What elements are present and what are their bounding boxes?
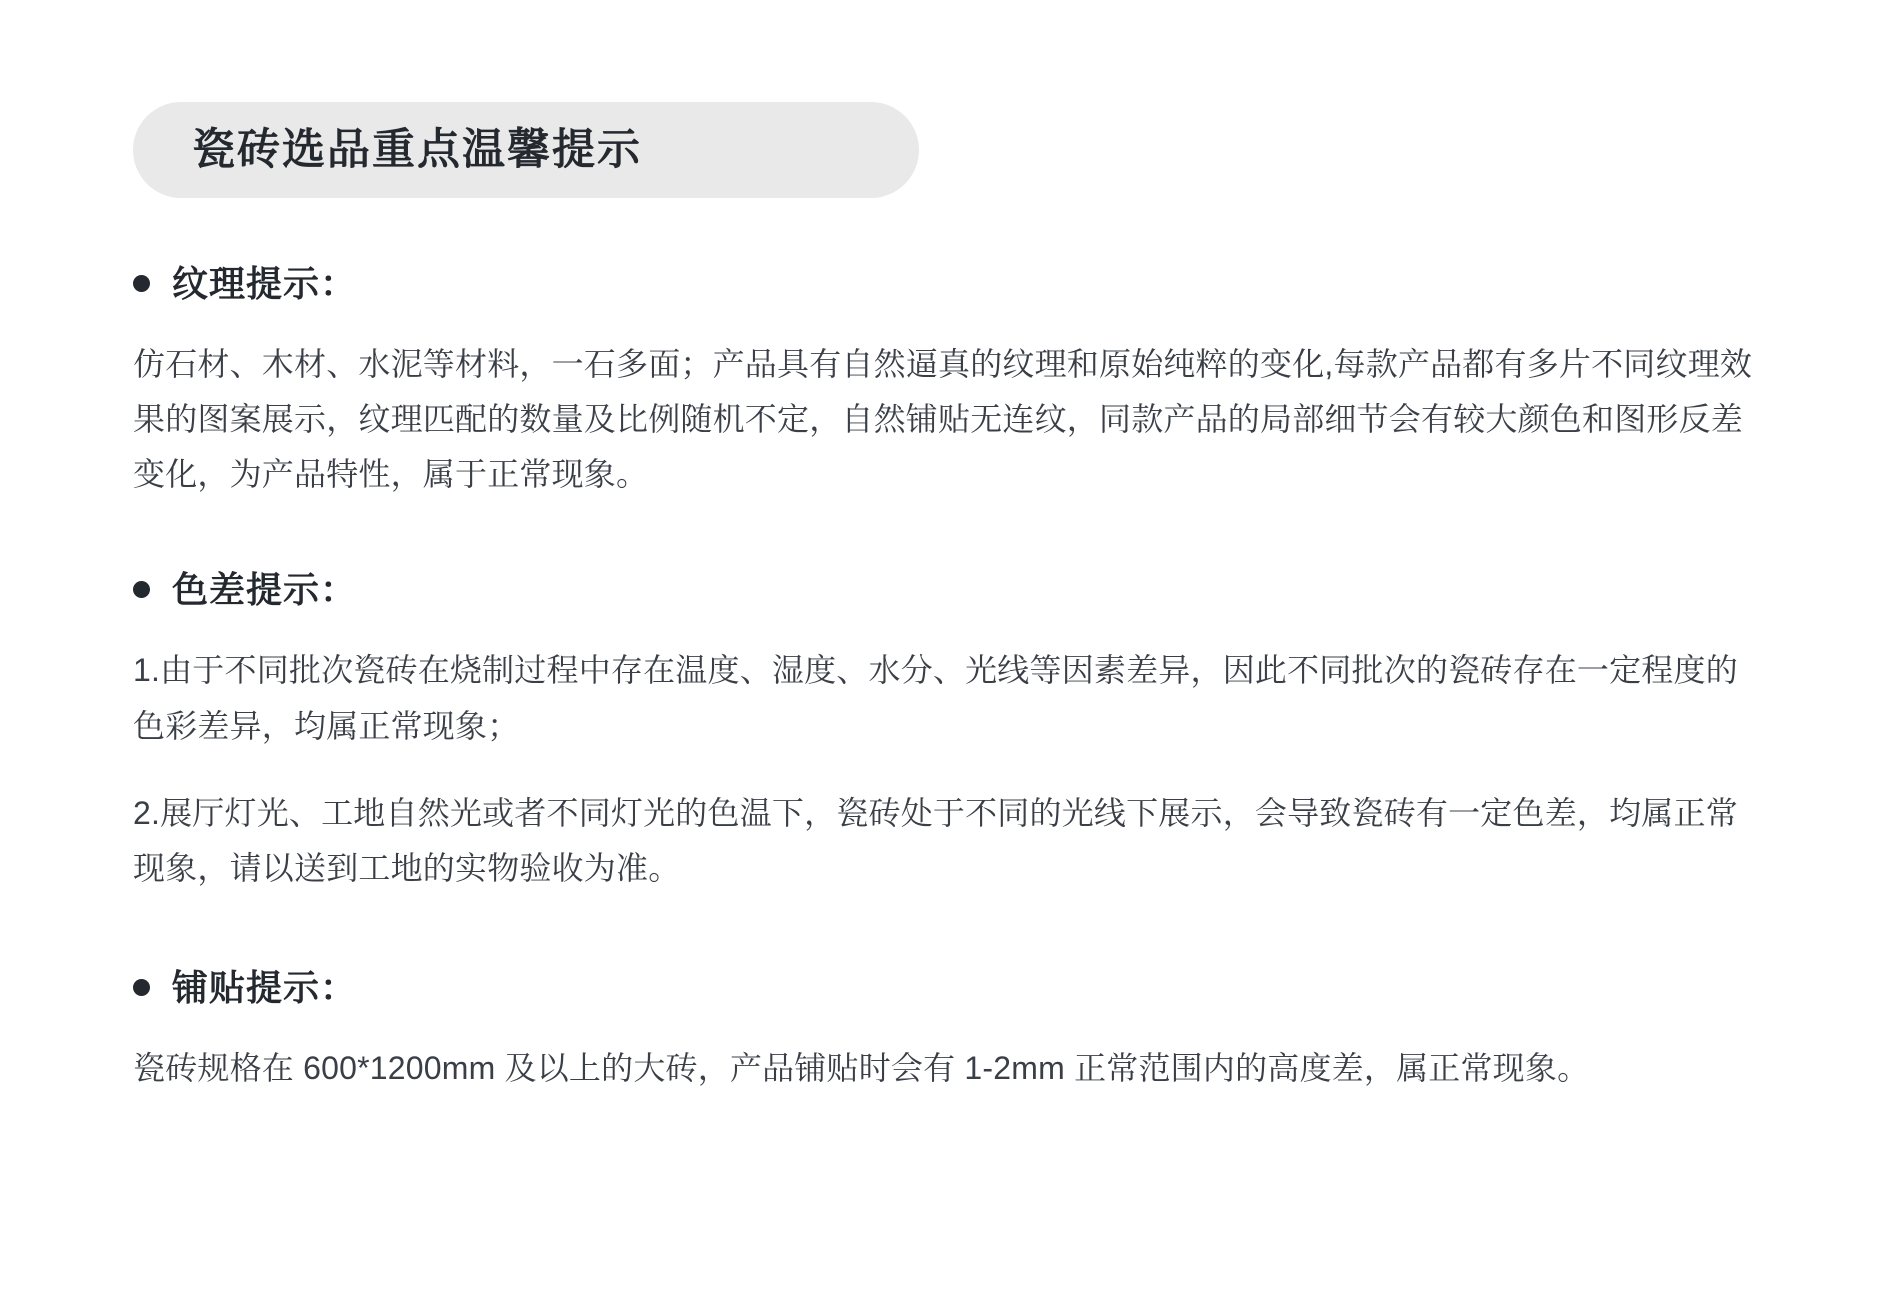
section-texture-header	[133, 262, 1773, 305]
section-paving-title: 铺贴提示：	[172, 966, 358, 1008]
section-paving-header	[133, 966, 1773, 1009]
section-texture-title: 纹理提示：	[172, 263, 358, 304]
section-color-difference-paragraph-1: 1.由于不同批次瓷砖在烧制过程中存在温度、湿度、水分、光线等因素差异，因此不同批次的瓷砖存在一定程度的色彩差异，均属正常现象；	[133, 652, 1738, 744]
bullet-dot-icon	[133, 581, 150, 598]
section-color-difference-paragraph-2: 2.展厅灯光、工地自然光或者不同灯光的色温下，瓷砖处于不同的光线下展示，会导致瓷砖有一定色差，均属正常现象，请以送到工地的实物验收为准。	[133, 794, 1738, 886]
bullet-dot-icon	[133, 979, 150, 996]
section-color-difference	[133, 568, 1773, 895]
section-paving	[133, 966, 1773, 1096]
section-texture-paragraph-1: 仿石材、木材、水泥等材料，一石多面；产品具有自然逼真的纹理和原始纯粹的变化,每款产品都有多片不同纹理效果的图案展示，纹理匹配的数量及比例随机不定，自然铺贴无连纹，同款产品的局部细节会有较大颜色和图形反差变化，为产品特性，属于正常现象。	[133, 346, 1753, 493]
section-texture	[133, 262, 1773, 502]
section-color-difference-header	[133, 568, 1773, 611]
page-title-banner	[133, 102, 919, 198]
page-title: 瓷砖选品重点温馨提示	[192, 125, 642, 174]
section-color-difference-title: 色差提示：	[172, 569, 358, 611]
bullet-dot-icon	[133, 275, 150, 292]
notice-content	[133, 262, 1773, 1128]
section-paving-paragraph-1: 瓷砖规格在 600*1200mm 及以上的大砖，产品铺贴时会有 1-2mm 正常范围内的高度差，属正常现象。	[133, 1049, 1590, 1086]
